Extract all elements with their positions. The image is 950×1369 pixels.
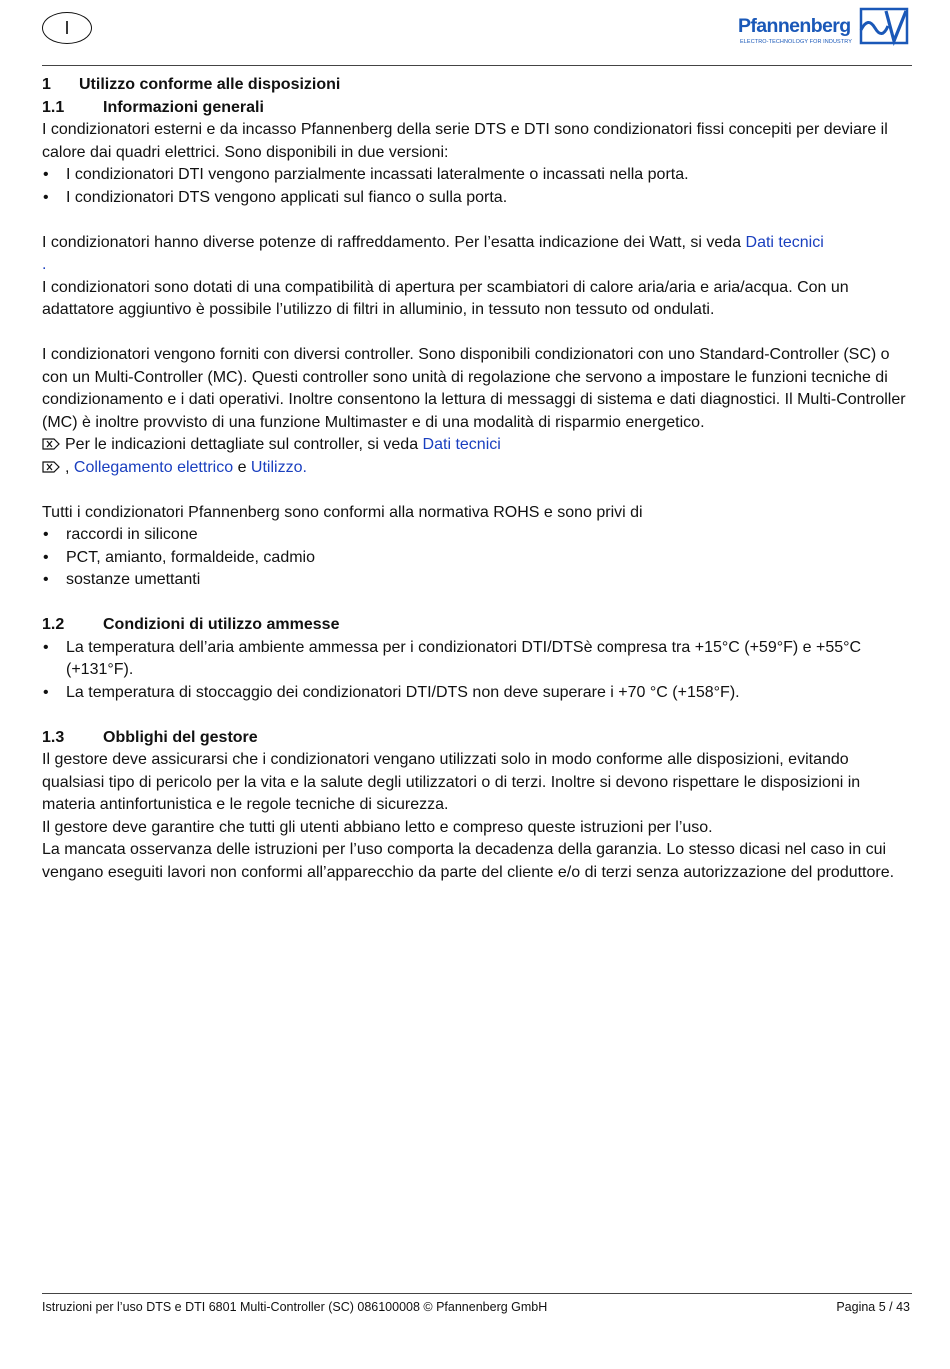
footer-document-info: Istruzioni per l’uso DTS e DTI 6801 Multi-Controller (SC) 086100008 © Pfannenberg GmbH: [42, 1300, 548, 1314]
cross-reference-arrow-icon: [42, 438, 60, 450]
footer-divider: [42, 1293, 912, 1294]
page-number: Pagina 5 / 43: [836, 1300, 910, 1314]
logo-tagline: ELECTRO-TECHNOLOGY FOR INDUSTRY: [740, 39, 852, 45]
list-item: • La temperatura dell’aria ambiente ammessa per i condizionatori DTI/DTSè compresa tra +15°C (+59°F) e +55°C (+131°F).: [42, 637, 912, 682]
pfannenberg-logo: [738, 6, 913, 48]
list-item: • raccordi in silicone: [42, 524, 912, 547]
paragraph-warranty: La mancata osservanza delle istruzioni per l’uso comporta la decadenza della garanzia. Lo stesso dicasi nel caso in cui vengano eseguiti lavori non conformi all’apparecchio da parte del cliente e/o di terzi senza autorizzazione del produttore.: [42, 841, 895, 881]
paragraph-controllers: I condizionatori vengono forniti con diversi controller. Sono disponibili condizionatori con uno Standard-Controller (SC) o con un Multi-Controller (MC). Questi controller sono unità di regolazione che servono a impostare le funzioni tecniche di condizionamento e i dati operativi. Inoltre consentono la lettura di messaggi di sistema e dati diagnostici. Il Multi-Controller (MC) è inoltre provvisto di una funzione Multimaster e di una modalità di risparmio energetico.: [42, 346, 906, 431]
list-item: • I condizionatori DTS vengono applicati sul fianco o sulla porta.: [42, 187, 912, 210]
link-collegamento-elettrico[interactable]: Collegamento elettrico: [73, 458, 234, 476]
document-body: [42, 74, 912, 884]
list-item: • I condizionatori DTI vengono parzialmente incassati lateralmente o incassati nella porta.: [42, 164, 912, 187]
paragraph-compatibility: I condizionatori sono dotati di una compatibilità di apertura per scambiatori di calore aria/aria e aria/acqua. Con un adattatore aggiuntivo è possibile l’utilizzo di filtri in alluminio, in tessuto non tessuto od ondulati.: [42, 278, 849, 318]
paragraph-intro: I condizionatori esterni e da incasso Pfannenberg della serie DTS e DTI sono condizionatori fissi concepiti per deviare il calore dai quadri elettrici. Sono disponibili in due versioni:: [42, 121, 888, 161]
conditions-list: [42, 637, 912, 705]
paragraph-operator-instructions: Il gestore deve garantire che tutti gli utenti abbiano letto e compreso queste istruzioni per l’uso.: [42, 818, 713, 836]
link-dati-tecnici[interactable]: Dati tecnici: [422, 436, 501, 453]
link-dati-tecnici[interactable]: Dati tecnici: [745, 233, 824, 251]
section-1-1-heading: 1.1 Informazioni generali: [42, 98, 264, 116]
paragraph-rohs: Tutti i condizionatori Pfannenberg sono conformi alla normativa ROHS e sono privi di: [42, 503, 643, 521]
link-utilizzo[interactable]: Utilizzo: [250, 458, 303, 476]
cross-reference-arrow-icon: [42, 461, 60, 473]
reference-controller: Per le indicazioni dettagliate sul controller, si veda Dati tecnici: [42, 434, 912, 457]
paragraph-cooling-power: I condizionatori hanno diverse potenze di raffreddamento. Per l’esatta indicazione dei Watt, si veda Dati tecnici .: [42, 233, 824, 273]
section-1-2-heading: 1.2 Condizioni di utilizzo ammesse: [42, 616, 340, 633]
list-item: • PCT, amianto, formaldeide, cadmio: [42, 547, 912, 570]
reference-links: , Collegamento elettrico e Utilizzo.: [42, 457, 912, 480]
list-item: • La temperatura di stoccaggio dei condizionatori DTI/DTS non deve superare i +70 °C (+158°F).: [42, 682, 912, 705]
header-divider: [42, 65, 912, 66]
language-badge: I: [42, 12, 92, 44]
logo-name: Pfannenberg: [738, 15, 851, 37]
pfannenberg-logo-mark-icon: [858, 6, 910, 46]
section-1-3-heading: 1.3 Obblighi del gestore: [42, 728, 258, 746]
section-1-heading: 1 Utilizzo conforme alle disposizioni: [42, 76, 341, 93]
list-item: • sostanze umettanti: [42, 569, 912, 592]
substances-list: [42, 524, 912, 592]
versions-list: [42, 164, 912, 209]
paragraph-operator-duties: Il gestore deve assicurarsi che i condizionatori vengano utilizzati solo in modo conforme alle disposizioni, evitando qualsiasi tipo di pericolo per la vita e la salute degli utilizzatori o di terzi. Inoltre si devono rispettare le disposizioni in materia antinfortunistica e le regole tecniche di sicurezza.: [42, 751, 861, 813]
